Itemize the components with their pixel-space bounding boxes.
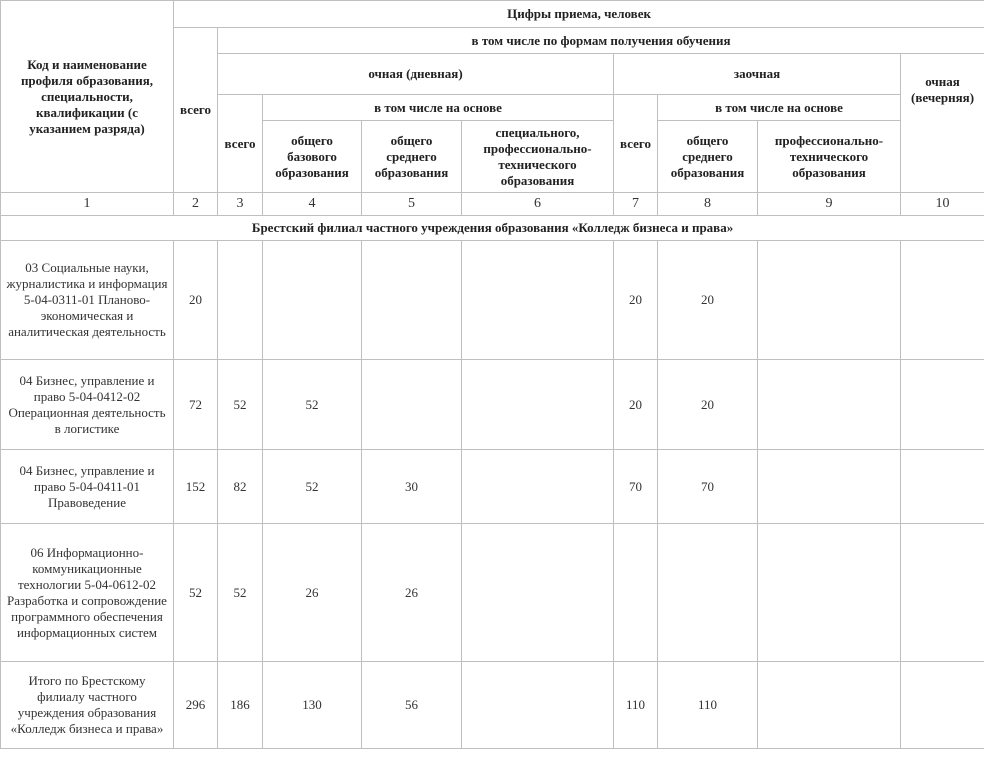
column-number: 6 — [462, 193, 614, 216]
cell-pt-vocational — [758, 662, 901, 749]
cell-full-time-total: 82 — [218, 450, 263, 524]
table-row — [1, 450, 984, 524]
table-row — [1, 524, 984, 662]
column-number: 8 — [658, 193, 758, 216]
header-part-time-total: всего — [614, 95, 658, 193]
table-row — [1, 241, 984, 360]
header-full-time: очная (дневная) — [218, 54, 614, 95]
cell-ft-basic: 130 — [263, 662, 362, 749]
cell-evening — [901, 662, 984, 749]
row-name: 04 Бизнес, управление и право 5-04-0411-01 Правоведение — [1, 450, 174, 524]
header-pt-secondary: общего среднего образования — [658, 121, 758, 193]
cell-ft-basic: 52 — [263, 450, 362, 524]
cell-part-time-total: 20 — [614, 241, 658, 360]
column-number: 4 — [263, 193, 362, 216]
cell-pt-secondary: 110 — [658, 662, 758, 749]
row-name: 06 Информационно-коммуникационные технологии 5-04-0612-02 Разработка и сопровождение программного обеспечения информационных систем — [1, 524, 174, 662]
cell-full-time-total — [218, 241, 263, 360]
cell-evening — [901, 360, 984, 450]
cell-pt-secondary: 70 — [658, 450, 758, 524]
cell-part-time-total: 70 — [614, 450, 658, 524]
cell-pt-secondary: 20 — [658, 360, 758, 450]
cell-pt-vocational — [758, 524, 901, 662]
cell-pt-vocational — [758, 241, 901, 360]
header-evening: очная (вечерняя) — [901, 54, 984, 193]
cell-part-time-total: 110 — [614, 662, 658, 749]
cell-full-time-total: 52 — [218, 360, 263, 450]
row-name: 04 Бизнес, управление и право 5-04-0412-02 Операционная деятельность в логистике — [1, 360, 174, 450]
cell-ft-special — [462, 450, 614, 524]
cell-part-time-total — [614, 524, 658, 662]
cell-ft-secondary — [362, 360, 462, 450]
cell-ft-special — [462, 662, 614, 749]
column-number: 10 — [901, 193, 984, 216]
header-pt-vocational: профессионально-технического образования — [758, 121, 901, 193]
cell-total: 52 — [174, 524, 218, 662]
header-by-forms: в том числе по формам получения обучения — [218, 28, 984, 54]
cell-ft-secondary: 30 — [362, 450, 462, 524]
header-full-time-basis: в том числе на основе — [263, 95, 614, 121]
cell-pt-secondary: 20 — [658, 241, 758, 360]
cell-total: 152 — [174, 450, 218, 524]
cell-ft-basic: 52 — [263, 360, 362, 450]
cell-total: 20 — [174, 241, 218, 360]
cell-full-time-total: 186 — [218, 662, 263, 749]
header-ft-basic: общего базового образования — [263, 121, 362, 193]
column-number: 9 — [758, 193, 901, 216]
cell-total: 72 — [174, 360, 218, 450]
header-full-time-total: всего — [218, 95, 263, 193]
row-name: 03 Социальные науки, журналистика и информация 5-04-0311-01 Планово-экономическая и аналитическая деятельность — [1, 241, 174, 360]
header-ft-special: специального, профессионально-технического образования — [462, 121, 614, 193]
header-part-time: заочная — [614, 54, 901, 95]
cell-ft-secondary: 56 — [362, 662, 462, 749]
column-number: 2 — [174, 193, 218, 216]
institution-name: Брестский филиал частного учреждения образования «Колледж бизнеса и права» — [1, 216, 984, 241]
cell-ft-basic — [263, 241, 362, 360]
cell-ft-secondary: 26 — [362, 524, 462, 662]
column-number: 3 — [218, 193, 263, 216]
header-code-name: Код и наименование профиля образования, специальности, квалификации (с указанием разряда) — [1, 1, 174, 193]
cell-full-time-total: 52 — [218, 524, 263, 662]
header-total: всего — [174, 28, 218, 193]
column-numbers-row — [1, 193, 984, 216]
cell-ft-secondary — [362, 241, 462, 360]
row-name: Итого по Брестскому филиалу частного учреждения образования «Колледж бизнеса и права» — [1, 662, 174, 749]
header-ft-secondary: общего среднего образования — [362, 121, 462, 193]
cell-evening — [901, 450, 984, 524]
cell-pt-vocational — [758, 360, 901, 450]
institution-row — [1, 216, 984, 241]
cell-ft-special — [462, 524, 614, 662]
cell-total: 296 — [174, 662, 218, 749]
column-number: 5 — [362, 193, 462, 216]
table-row — [1, 360, 984, 450]
cell-evening — [901, 524, 984, 662]
column-number: 1 — [1, 193, 174, 216]
header-admission: Цифры приема, человек — [174, 1, 984, 28]
column-number: 7 — [614, 193, 658, 216]
cell-pt-secondary — [658, 524, 758, 662]
header-part-time-basis: в том числе на основе — [658, 95, 901, 121]
cell-ft-basic: 26 — [263, 524, 362, 662]
cell-ft-special — [462, 360, 614, 450]
cell-pt-vocational — [758, 450, 901, 524]
table-row-total — [1, 662, 984, 749]
cell-evening — [901, 241, 984, 360]
cell-part-time-total: 20 — [614, 360, 658, 450]
cell-ft-special — [462, 241, 614, 360]
